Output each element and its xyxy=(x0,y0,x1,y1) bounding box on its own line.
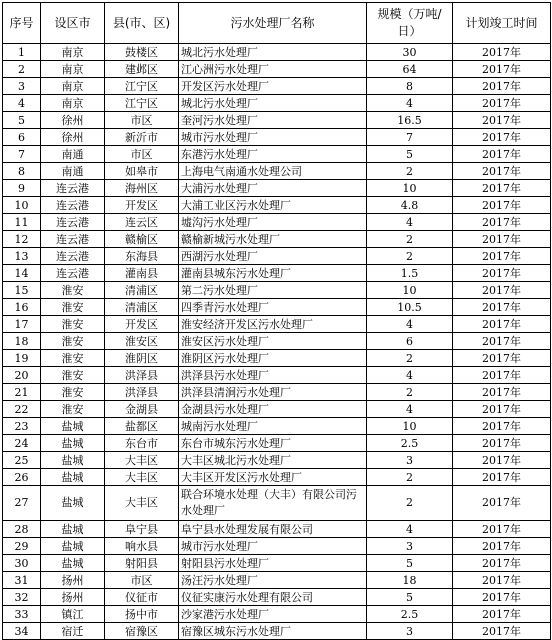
table-body xyxy=(3,44,551,640)
row-county: 开发区 xyxy=(105,197,179,214)
table-header-row xyxy=(3,3,551,44)
row-county: 灌南县 xyxy=(105,265,179,282)
row-completion: 2017年 xyxy=(453,486,551,521)
row-index: 16 xyxy=(3,299,41,316)
row-plant-name: 城北污水处理厂 xyxy=(179,95,367,112)
row-plant-name: 四季青污水处理厂 xyxy=(179,299,367,316)
table-row xyxy=(3,316,551,333)
row-county: 射阳县 xyxy=(105,555,179,572)
row-scale: 3 xyxy=(367,538,453,555)
row-county: 阜宁县 xyxy=(105,521,179,538)
row-completion: 2017年 xyxy=(453,623,551,640)
row-index: 5 xyxy=(3,112,41,129)
row-county: 市区 xyxy=(105,146,179,163)
table-row xyxy=(3,418,551,435)
row-city: 镇江 xyxy=(41,606,105,623)
row-county: 大丰区 xyxy=(105,452,179,469)
row-completion: 2017年 xyxy=(453,265,551,282)
table-row xyxy=(3,299,551,316)
row-index: 3 xyxy=(3,78,41,95)
row-city: 淮安 xyxy=(41,350,105,367)
table-row xyxy=(3,248,551,265)
row-scale: 1.5 xyxy=(367,265,453,282)
row-scale: 2 xyxy=(367,163,453,180)
row-plant-name: 城北污水处理厂 xyxy=(179,44,367,61)
row-scale: 6 xyxy=(367,333,453,350)
header-plant-name: 污水处理厂名称 xyxy=(179,3,367,44)
row-completion: 2017年 xyxy=(453,78,551,95)
row-scale: 16.5 xyxy=(367,112,453,129)
row-city: 盐城 xyxy=(41,538,105,555)
row-plant-name: 大丰区城北污水处理厂 xyxy=(179,452,367,469)
row-plant-name: 淮阴区污水处理厂 xyxy=(179,350,367,367)
row-completion: 2017年 xyxy=(453,538,551,555)
row-scale: 2 xyxy=(367,486,453,521)
header-completion: 计划竣工时间 xyxy=(453,3,551,44)
row-county: 江宁区 xyxy=(105,78,179,95)
row-county: 新沂市 xyxy=(105,129,179,146)
row-city: 淮安 xyxy=(41,299,105,316)
row-plant-name: 联合环境水处理（大丰）有限公司污水处理厂 xyxy=(179,486,367,521)
row-city: 盐城 xyxy=(41,555,105,572)
row-county: 金湖县 xyxy=(105,401,179,418)
row-index: 26 xyxy=(3,469,41,486)
table-row xyxy=(3,606,551,623)
row-city: 连云港 xyxy=(41,231,105,248)
table-row xyxy=(3,180,551,197)
row-index: 11 xyxy=(3,214,41,231)
row-plant-name: 宿豫区城东污水处理厂 xyxy=(179,623,367,640)
row-index: 20 xyxy=(3,367,41,384)
row-scale: 4.8 xyxy=(367,197,453,214)
table-row xyxy=(3,197,551,214)
row-completion: 2017年 xyxy=(453,248,551,265)
row-county: 市区 xyxy=(105,112,179,129)
row-plant-name: 射阳县污水处理厂 xyxy=(179,555,367,572)
row-county: 淮阴区 xyxy=(105,350,179,367)
row-completion: 2017年 xyxy=(453,452,551,469)
table-row xyxy=(3,95,551,112)
row-scale: 2.5 xyxy=(367,606,453,623)
row-county: 建邺区 xyxy=(105,61,179,78)
row-plant-name: 西湖污水处理厂 xyxy=(179,248,367,265)
row-index: 12 xyxy=(3,231,41,248)
table-row xyxy=(3,129,551,146)
row-scale: 10 xyxy=(367,418,453,435)
row-completion: 2017年 xyxy=(453,299,551,316)
row-plant-name: 大丰区开发区污水处理厂 xyxy=(179,469,367,486)
row-index: 28 xyxy=(3,521,41,538)
row-plant-name: 大浦污水处理厂 xyxy=(179,180,367,197)
row-index: 33 xyxy=(3,606,41,623)
row-completion: 2017年 xyxy=(453,589,551,606)
table-row xyxy=(3,435,551,452)
row-index: 23 xyxy=(3,418,41,435)
row-completion: 2017年 xyxy=(453,333,551,350)
row-plant-name: 沙家港污水处理厂 xyxy=(179,606,367,623)
table-row xyxy=(3,146,551,163)
row-index: 19 xyxy=(3,350,41,367)
row-completion: 2017年 xyxy=(453,61,551,78)
row-plant-name: 阜宁县水处理发展有限公司 xyxy=(179,521,367,538)
row-completion: 2017年 xyxy=(453,95,551,112)
row-county: 市区 xyxy=(105,572,179,589)
row-scale: 2 xyxy=(367,231,453,248)
row-plant-name: 奎河污水处理厂 xyxy=(179,112,367,129)
row-plant-name: 上海电气南通水处理公司 xyxy=(179,163,367,180)
row-county: 江宁区 xyxy=(105,95,179,112)
row-scale: 4 xyxy=(367,214,453,231)
row-county: 东台市 xyxy=(105,435,179,452)
row-index: 30 xyxy=(3,555,41,572)
row-city: 连云港 xyxy=(41,180,105,197)
row-index: 15 xyxy=(3,282,41,299)
table-row xyxy=(3,469,551,486)
row-scale: 18 xyxy=(367,572,453,589)
row-city: 徐州 xyxy=(41,112,105,129)
row-city: 宿迁 xyxy=(41,623,105,640)
row-city: 南通 xyxy=(41,146,105,163)
row-city: 淮安 xyxy=(41,367,105,384)
row-index: 32 xyxy=(3,589,41,606)
row-index: 4 xyxy=(3,95,41,112)
row-city: 徐州 xyxy=(41,129,105,146)
row-completion: 2017年 xyxy=(453,384,551,401)
row-scale: 64 xyxy=(367,61,453,78)
row-completion: 2017年 xyxy=(453,146,551,163)
table-row xyxy=(3,214,551,231)
row-city: 盐城 xyxy=(41,435,105,452)
row-plant-name: 开发区污水处理厂 xyxy=(179,78,367,95)
row-index: 22 xyxy=(3,401,41,418)
row-index: 24 xyxy=(3,435,41,452)
row-completion: 2017年 xyxy=(453,555,551,572)
row-index: 27 xyxy=(3,486,41,521)
row-county: 宿豫区 xyxy=(105,623,179,640)
row-county: 大丰区 xyxy=(105,469,179,486)
row-scale: 2 xyxy=(367,384,453,401)
row-city: 淮安 xyxy=(41,333,105,350)
row-index: 6 xyxy=(3,129,41,146)
row-index: 17 xyxy=(3,316,41,333)
row-county: 盐都区 xyxy=(105,418,179,435)
table-row xyxy=(3,112,551,129)
row-city: 南通 xyxy=(41,163,105,180)
row-city: 淮安 xyxy=(41,401,105,418)
row-scale: 2.5 xyxy=(367,435,453,452)
row-city: 南京 xyxy=(41,44,105,61)
row-scale: 10 xyxy=(367,180,453,197)
row-scale: 3 xyxy=(367,623,453,640)
row-completion: 2017年 xyxy=(453,435,551,452)
row-index: 31 xyxy=(3,572,41,589)
row-plant-name: 赣榆新城污水处理厂 xyxy=(179,231,367,248)
row-city: 扬州 xyxy=(41,589,105,606)
row-completion: 2017年 xyxy=(453,606,551,623)
table-row xyxy=(3,265,551,282)
row-county: 东海县 xyxy=(105,248,179,265)
row-scale: 4 xyxy=(367,401,453,418)
header-index: 序号 xyxy=(3,3,41,44)
row-scale: 8 xyxy=(367,78,453,95)
row-plant-name: 墟沟污水处理厂 xyxy=(179,214,367,231)
row-completion: 2017年 xyxy=(453,469,551,486)
row-index: 1 xyxy=(3,44,41,61)
row-county: 大丰区 xyxy=(105,486,179,521)
row-completion: 2017年 xyxy=(453,521,551,538)
row-scale: 2 xyxy=(367,248,453,265)
row-scale: 2 xyxy=(367,350,453,367)
header-city: 设区市 xyxy=(41,3,105,44)
row-county: 清浦区 xyxy=(105,299,179,316)
row-plant-name: 汤汪污水处理厂 xyxy=(179,572,367,589)
row-city: 盐城 xyxy=(41,469,105,486)
table-row xyxy=(3,44,551,61)
table-row xyxy=(3,623,551,640)
row-city: 淮安 xyxy=(41,316,105,333)
row-city: 南京 xyxy=(41,95,105,112)
row-scale: 7 xyxy=(367,129,453,146)
table-row xyxy=(3,538,551,555)
table-row xyxy=(3,521,551,538)
table-row xyxy=(3,384,551,401)
row-scale: 10 xyxy=(367,282,453,299)
table-row xyxy=(3,572,551,589)
row-index: 34 xyxy=(3,623,41,640)
header-county: 县(市、区) xyxy=(105,3,179,44)
row-index: 29 xyxy=(3,538,41,555)
row-scale: 5 xyxy=(367,555,453,572)
row-index: 7 xyxy=(3,146,41,163)
row-scale: 10.5 xyxy=(367,299,453,316)
row-county: 淮安区 xyxy=(105,333,179,350)
row-plant-name: 仪征实康污水处理有限公司 xyxy=(179,589,367,606)
row-county: 仪征市 xyxy=(105,589,179,606)
table-row xyxy=(3,61,551,78)
row-county: 开发区 xyxy=(105,316,179,333)
wastewater-plant-table xyxy=(2,2,551,640)
row-city: 连云港 xyxy=(41,248,105,265)
row-county: 扬中市 xyxy=(105,606,179,623)
row-plant-name: 淮安经济开发区污水处理厂 xyxy=(179,316,367,333)
table-row xyxy=(3,282,551,299)
row-plant-name: 江心洲污水处理厂 xyxy=(179,61,367,78)
row-plant-name: 金湖县污水处理厂 xyxy=(179,401,367,418)
row-completion: 2017年 xyxy=(453,401,551,418)
row-plant-name: 洪泽县清涧污水处理厂 xyxy=(179,384,367,401)
row-plant-name: 东港污水处理厂 xyxy=(179,146,367,163)
row-index: 2 xyxy=(3,61,41,78)
row-county: 洪泽县 xyxy=(105,384,179,401)
row-city: 南京 xyxy=(41,61,105,78)
row-city: 盐城 xyxy=(41,521,105,538)
row-city: 盐城 xyxy=(41,418,105,435)
row-plant-name: 大浦工业区污水处理厂 xyxy=(179,197,367,214)
row-completion: 2017年 xyxy=(453,112,551,129)
row-completion: 2017年 xyxy=(453,316,551,333)
row-plant-name: 灌南县城东污水处理厂 xyxy=(179,265,367,282)
row-index: 25 xyxy=(3,452,41,469)
row-city: 盐城 xyxy=(41,486,105,521)
row-city: 盐城 xyxy=(41,452,105,469)
row-index: 10 xyxy=(3,197,41,214)
row-index: 13 xyxy=(3,248,41,265)
table-row xyxy=(3,350,551,367)
row-city: 扬州 xyxy=(41,572,105,589)
table-row xyxy=(3,452,551,469)
row-completion: 2017年 xyxy=(453,231,551,248)
row-scale: 2 xyxy=(367,469,453,486)
row-county: 鼓楼区 xyxy=(105,44,179,61)
row-plant-name: 东台市城东污水处理厂 xyxy=(179,435,367,452)
row-completion: 2017年 xyxy=(453,163,551,180)
row-index: 9 xyxy=(3,180,41,197)
row-scale: 4 xyxy=(367,95,453,112)
row-scale: 4 xyxy=(367,367,453,384)
row-completion: 2017年 xyxy=(453,367,551,384)
row-city: 淮安 xyxy=(41,384,105,401)
header-scale: 规模（万吨/日） xyxy=(367,3,453,44)
row-city: 连云港 xyxy=(41,197,105,214)
row-completion: 2017年 xyxy=(453,197,551,214)
table-row xyxy=(3,231,551,248)
table-row xyxy=(3,401,551,418)
row-scale: 5 xyxy=(367,146,453,163)
row-plant-name: 第二污水处理厂 xyxy=(179,282,367,299)
row-scale: 4 xyxy=(367,521,453,538)
row-completion: 2017年 xyxy=(453,44,551,61)
row-plant-name: 城市污水处理厂 xyxy=(179,538,367,555)
row-completion: 2017年 xyxy=(453,350,551,367)
table-row xyxy=(3,589,551,606)
row-completion: 2017年 xyxy=(453,418,551,435)
row-city: 淮安 xyxy=(41,282,105,299)
row-city: 连云港 xyxy=(41,214,105,231)
row-county: 如皋市 xyxy=(105,163,179,180)
row-scale: 4 xyxy=(367,316,453,333)
row-index: 8 xyxy=(3,163,41,180)
row-county: 连云区 xyxy=(105,214,179,231)
row-county: 清浦区 xyxy=(105,282,179,299)
row-completion: 2017年 xyxy=(453,180,551,197)
row-city: 连云港 xyxy=(41,265,105,282)
row-county: 洪泽县 xyxy=(105,367,179,384)
row-scale: 30 xyxy=(367,44,453,61)
table-row xyxy=(3,333,551,350)
row-city: 南京 xyxy=(41,78,105,95)
row-index: 18 xyxy=(3,333,41,350)
row-scale: 3 xyxy=(367,452,453,469)
table-row xyxy=(3,486,551,521)
row-plant-name: 淮安区污水处理厂 xyxy=(179,333,367,350)
row-county: 响水县 xyxy=(105,538,179,555)
row-plant-name: 城市污水处理厂 xyxy=(179,129,367,146)
row-index: 14 xyxy=(3,265,41,282)
row-completion: 2017年 xyxy=(453,214,551,231)
row-completion: 2017年 xyxy=(453,572,551,589)
table-row xyxy=(3,555,551,572)
row-county: 赣榆区 xyxy=(105,231,179,248)
table-row xyxy=(3,367,551,384)
row-plant-name: 洪泽县污水处理厂 xyxy=(179,367,367,384)
row-scale: 5 xyxy=(367,589,453,606)
row-completion: 2017年 xyxy=(453,129,551,146)
row-completion: 2017年 xyxy=(453,282,551,299)
table-row xyxy=(3,78,551,95)
row-index: 21 xyxy=(3,384,41,401)
row-plant-name: 城南污水处理厂 xyxy=(179,418,367,435)
table-row xyxy=(3,163,551,180)
row-county: 海州区 xyxy=(105,180,179,197)
